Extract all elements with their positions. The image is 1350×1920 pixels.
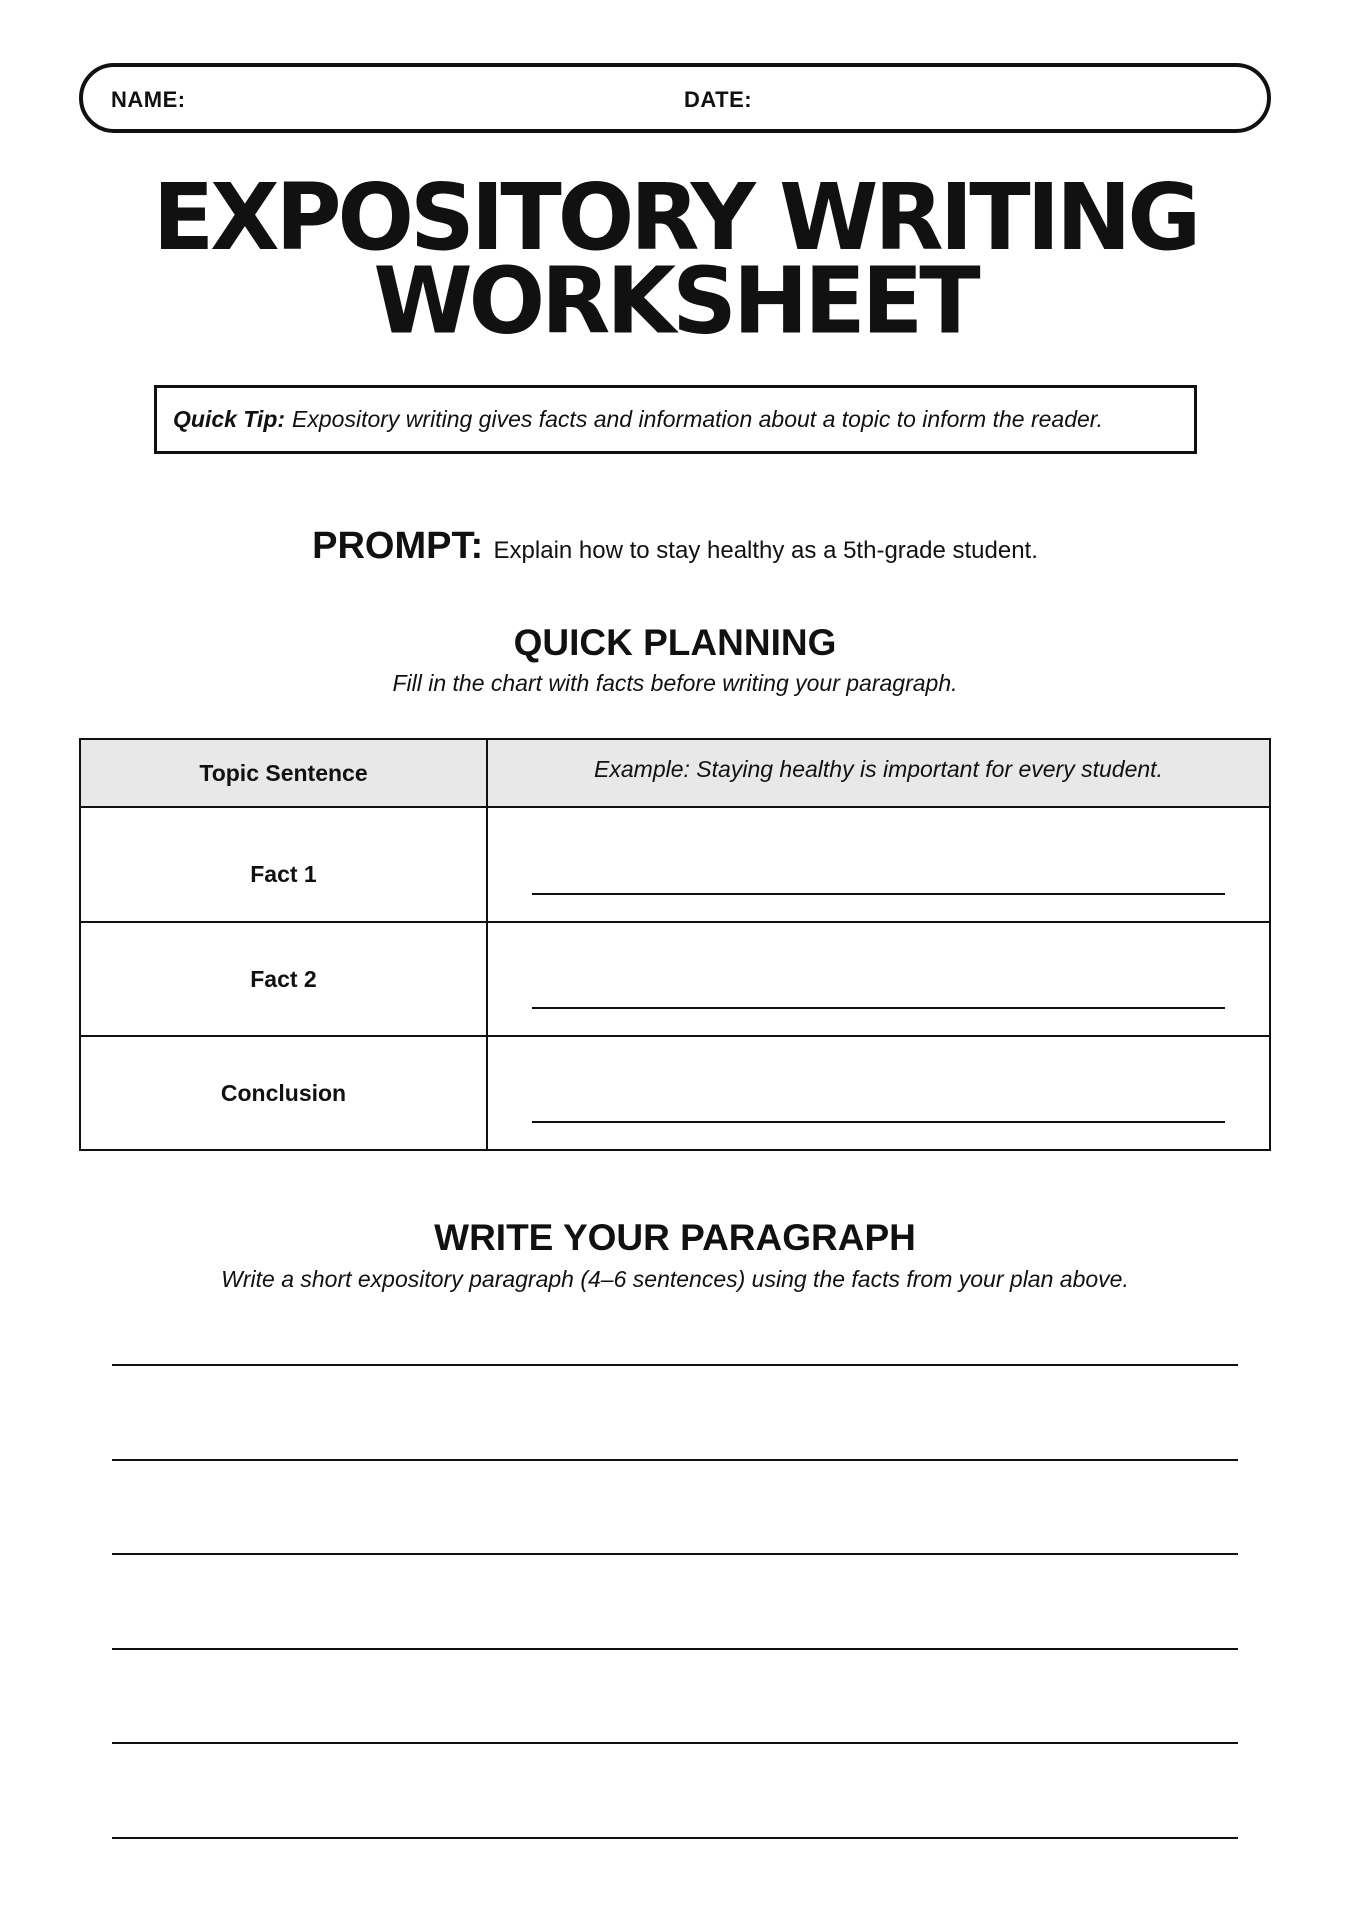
table-row bbox=[80, 807, 1270, 922]
name-date-bar bbox=[79, 63, 1271, 133]
quick-tip-text: Expository writing gives facts and information about a topic to inform the reader. bbox=[292, 406, 1103, 432]
topic-sentence-label: Topic Sentence bbox=[80, 739, 487, 807]
topic-sentence-example: Example: Staying healthy is important for every student. bbox=[487, 739, 1270, 807]
table-row bbox=[80, 1036, 1270, 1150]
quick-tip-box bbox=[154, 385, 1197, 454]
prompt-label: PROMPT: bbox=[312, 525, 484, 567]
paragraph-line[interactable] bbox=[112, 1553, 1238, 1555]
write-line bbox=[532, 893, 1225, 895]
page-title-line-2: WORKSHEET bbox=[373, 247, 977, 355]
quick-tip-label: Quick Tip: bbox=[173, 406, 286, 432]
fact-2-label: Fact 2 bbox=[80, 922, 487, 1036]
planning-title: QUICK PLANNING bbox=[513, 622, 837, 663]
paragraph-title: WRITE YOUR PARAGRAPH bbox=[434, 1217, 916, 1258]
prompt bbox=[0, 525, 1350, 568]
fact-1-label: Fact 1 bbox=[80, 807, 487, 922]
write-line bbox=[532, 1007, 1225, 1009]
fact-1-field[interactable] bbox=[487, 807, 1270, 922]
name-label: NAME: bbox=[111, 87, 186, 112]
page-title-line-1: EXPOSITORY WRITING bbox=[152, 164, 1198, 272]
paragraph-line[interactable] bbox=[112, 1837, 1238, 1839]
paragraph-subtitle: Write a short expository paragraph (4–6 sentences) using the facts from your plan above. bbox=[221, 1266, 1129, 1292]
write-line bbox=[532, 1121, 1225, 1123]
table-row bbox=[80, 922, 1270, 1036]
conclusion-field[interactable] bbox=[487, 1036, 1270, 1150]
date-label: DATE: bbox=[684, 87, 753, 112]
conclusion-label: Conclusion bbox=[80, 1036, 487, 1150]
prompt-text: Explain how to stay healthy as a 5th-grade student. bbox=[493, 537, 1038, 564]
paragraph-line[interactable] bbox=[112, 1364, 1238, 1366]
planning-chart bbox=[79, 738, 1271, 1151]
fact-2-field[interactable] bbox=[487, 922, 1270, 1036]
paragraph-line[interactable] bbox=[112, 1742, 1238, 1744]
planning-subtitle: Fill in the chart with facts before writing your paragraph. bbox=[392, 670, 958, 696]
page-title bbox=[0, 164, 1350, 355]
paragraph-line[interactable] bbox=[112, 1459, 1238, 1461]
paragraph-line[interactable] bbox=[112, 1648, 1238, 1650]
table-row bbox=[80, 739, 1270, 807]
